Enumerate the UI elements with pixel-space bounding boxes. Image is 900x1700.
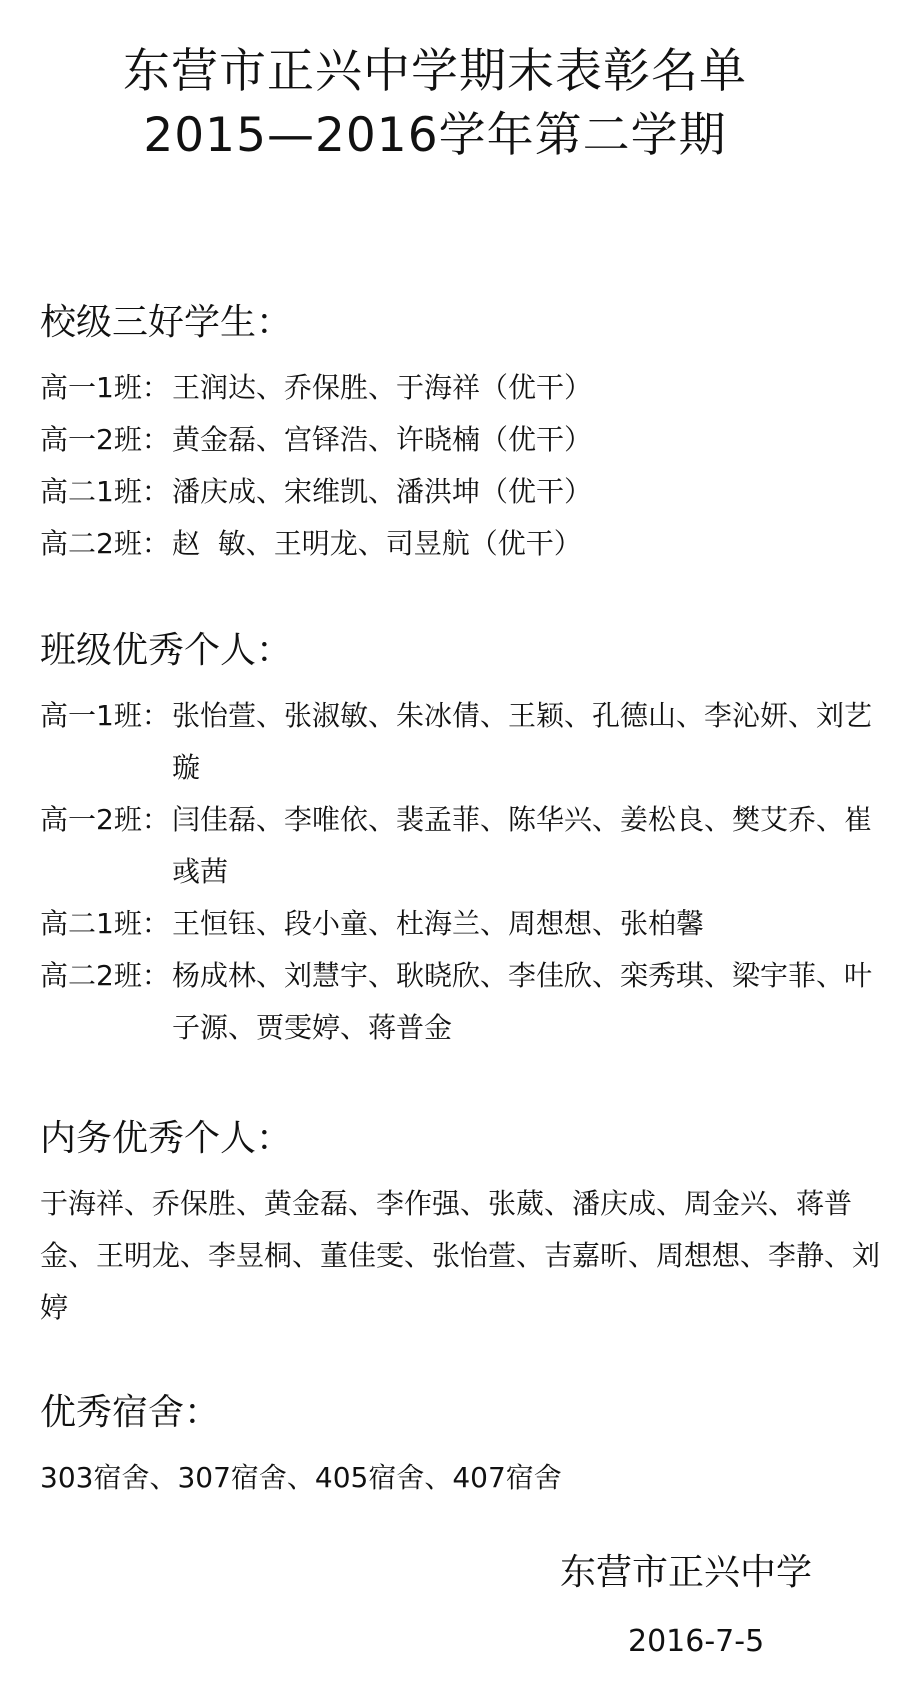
name-list: 杨成林、刘慧宇、耿晓欣、李佳欣、栾秀琪、梁宇菲、叶子源、贾雯婷、蒋普金 [172,959,873,1044]
name-list: 黄金磊、宫铎浩、许晓楠（优干） [172,423,593,456]
class-label: 高二1班： [40,907,170,940]
section-excellent-dormitories [40,1388,880,1504]
dormitory-list: 303宿舍、307宿舍、405宿舍、407宿舍 [40,1461,562,1494]
name-list: 王润达、乔保胜、于海祥（优干） [172,371,593,404]
class-label: 高一2班： [40,803,170,836]
document-title: 东营市正兴中学期末表彰名单 [123,44,747,99]
section-heading: 校级三好学生： [40,302,293,343]
issue-date: 2016-7-5 [628,1624,765,1659]
name-list: 闫佳磊、李唯依、裴孟菲、陈华兴、姜松良、樊艾乔、崔彧茜 [172,803,873,888]
class-row [40,794,880,898]
name-list: 王恒钰、段小童、杜海兰、周想想、张柏馨 [172,907,705,940]
class-label: 高二2班： [40,527,170,560]
class-row [40,898,880,950]
class-row [40,362,880,414]
class-label: 高一1班： [40,371,170,404]
class-row [40,466,880,518]
class-row [40,414,880,466]
document-subtitle: 2015—2016学年第二学期 [143,108,727,163]
section-dormitory-excellent-individuals [40,1114,880,1334]
school-signature: 东营市正兴中学 [560,1552,813,1593]
title-block [0,40,900,168]
name-list: 赵 敏、王明龙、司昱航（优干） [172,527,582,560]
class-row [40,518,880,570]
class-label: 高二1班： [40,475,170,508]
section-school-merit-students [40,298,880,570]
class-row [40,950,880,1054]
name-list: 张怡萱、张淑敏、朱冰倩、王颖、孔德山、李沁妍、刘艺璇 [172,699,873,784]
section-heading: 班级优秀个人： [40,630,293,671]
class-label: 高一1班： [40,699,170,732]
section-heading: 优秀宿舍： [40,1392,221,1433]
name-list: 于海祥、乔保胜、黄金磊、李作强、张葳、潘庆成、周金兴、蒋普金、王明龙、李昱桐、董佳雯、张怡萱、吉嘉昕、周想想、李静、刘婷 [40,1187,881,1324]
class-label: 高一2班： [40,423,170,456]
class-row [40,690,880,794]
section-class-excellent-individuals [40,626,880,1054]
section-heading: 内务优秀个人： [40,1118,293,1159]
name-list: 潘庆成、宋维凯、潘洪坤（优干） [172,475,593,508]
class-label: 高二2班： [40,959,170,992]
